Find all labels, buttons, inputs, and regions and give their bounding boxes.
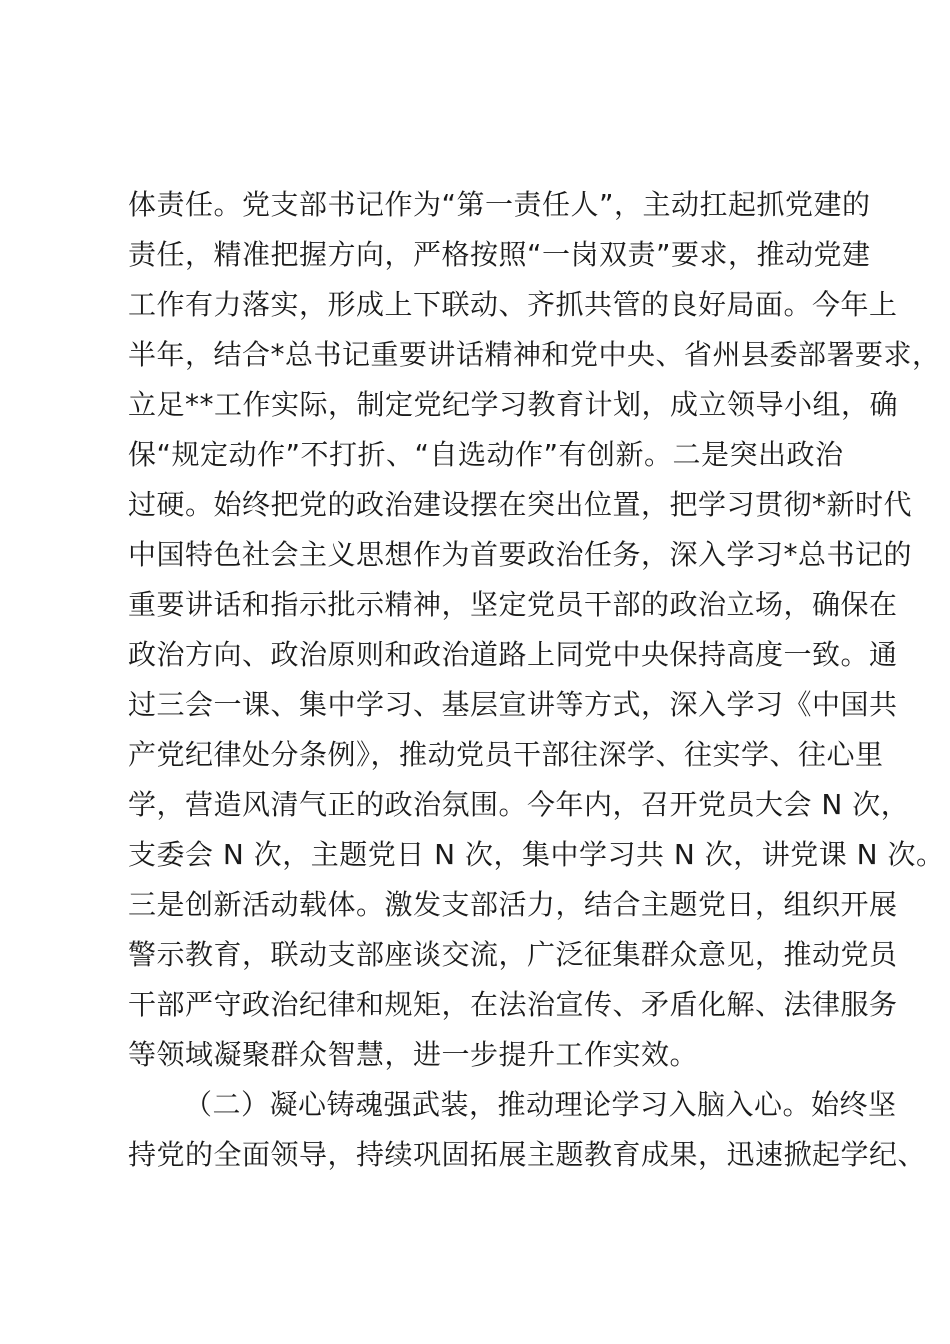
text-line: 三是创新活动载体。激发支部活力，结合主题党日，组织开展 bbox=[128, 888, 898, 921]
body-text bbox=[128, 180, 945, 1180]
text-line: 持党的全面领导，持续巩固拓展主题教育成果，迅速掀起学纪、 bbox=[128, 1138, 927, 1171]
text-line: 半年，结合*总书记重要讲话精神和党中央、省州县委部署要求， bbox=[128, 338, 941, 371]
text-line: 产党纪律处分条例》，推动党员干部往深学、往实学、往心里 bbox=[128, 738, 884, 771]
text-line: 学，营造风清气正的政治氛围。今年内，召开党员大会 N 次， bbox=[128, 788, 910, 821]
text-line: 等领域凝聚群众智慧，进一步提升工作实效。 bbox=[128, 1038, 699, 1071]
text-line: 支委会 N 次，主题党日 N 次，集中学习共 N 次，讲党课 N 次。 bbox=[128, 838, 945, 871]
text-line: 警示教育，联动支部座谈交流，广泛征集群众意见，推动党员 bbox=[128, 938, 898, 971]
text-line: 过三会一课、集中学习、基层宣讲等方式，深入学习《中国共 bbox=[128, 688, 898, 721]
text-line: 保“规定动作”不打折、“自选动作”有创新。二是突出政治 bbox=[128, 438, 844, 471]
section-heading-line: （二）凝心铸魂强武装，推动理论学习入脑入心。始终坚 bbox=[184, 1088, 897, 1121]
text-line: 政治方向、政治原则和政治道路上同党中央保持高度一致。通 bbox=[128, 638, 898, 671]
text-line: 体责任。党支部书记作为“第一责任人”，主动扛起抓党建的 bbox=[128, 188, 871, 221]
text-line: 重要讲话和指示批示精神，坚定党员干部的政治立场，确保在 bbox=[128, 588, 898, 621]
text-line: 中国特色社会主义思想作为首要政治任务，深入学习*总书记的 bbox=[128, 538, 913, 571]
text-line: 干部严守政治纪律和规矩，在法治宣传、矛盾化解、法律服务 bbox=[128, 988, 898, 1021]
text-line: 责任，精准把握方向，严格按照“一岗双责”要求，推动党建 bbox=[128, 238, 871, 271]
text-line: 工作有力落实，形成上下联动、齐抓共管的良好局面。今年上 bbox=[128, 288, 898, 321]
text-line: 过硬。始终把党的政治建设摆在突出位置，把学习贯彻*新时代 bbox=[128, 488, 913, 521]
text-line: 立足**工作实际，制定党纪学习教育计划，成立领导小组，确 bbox=[128, 388, 899, 421]
